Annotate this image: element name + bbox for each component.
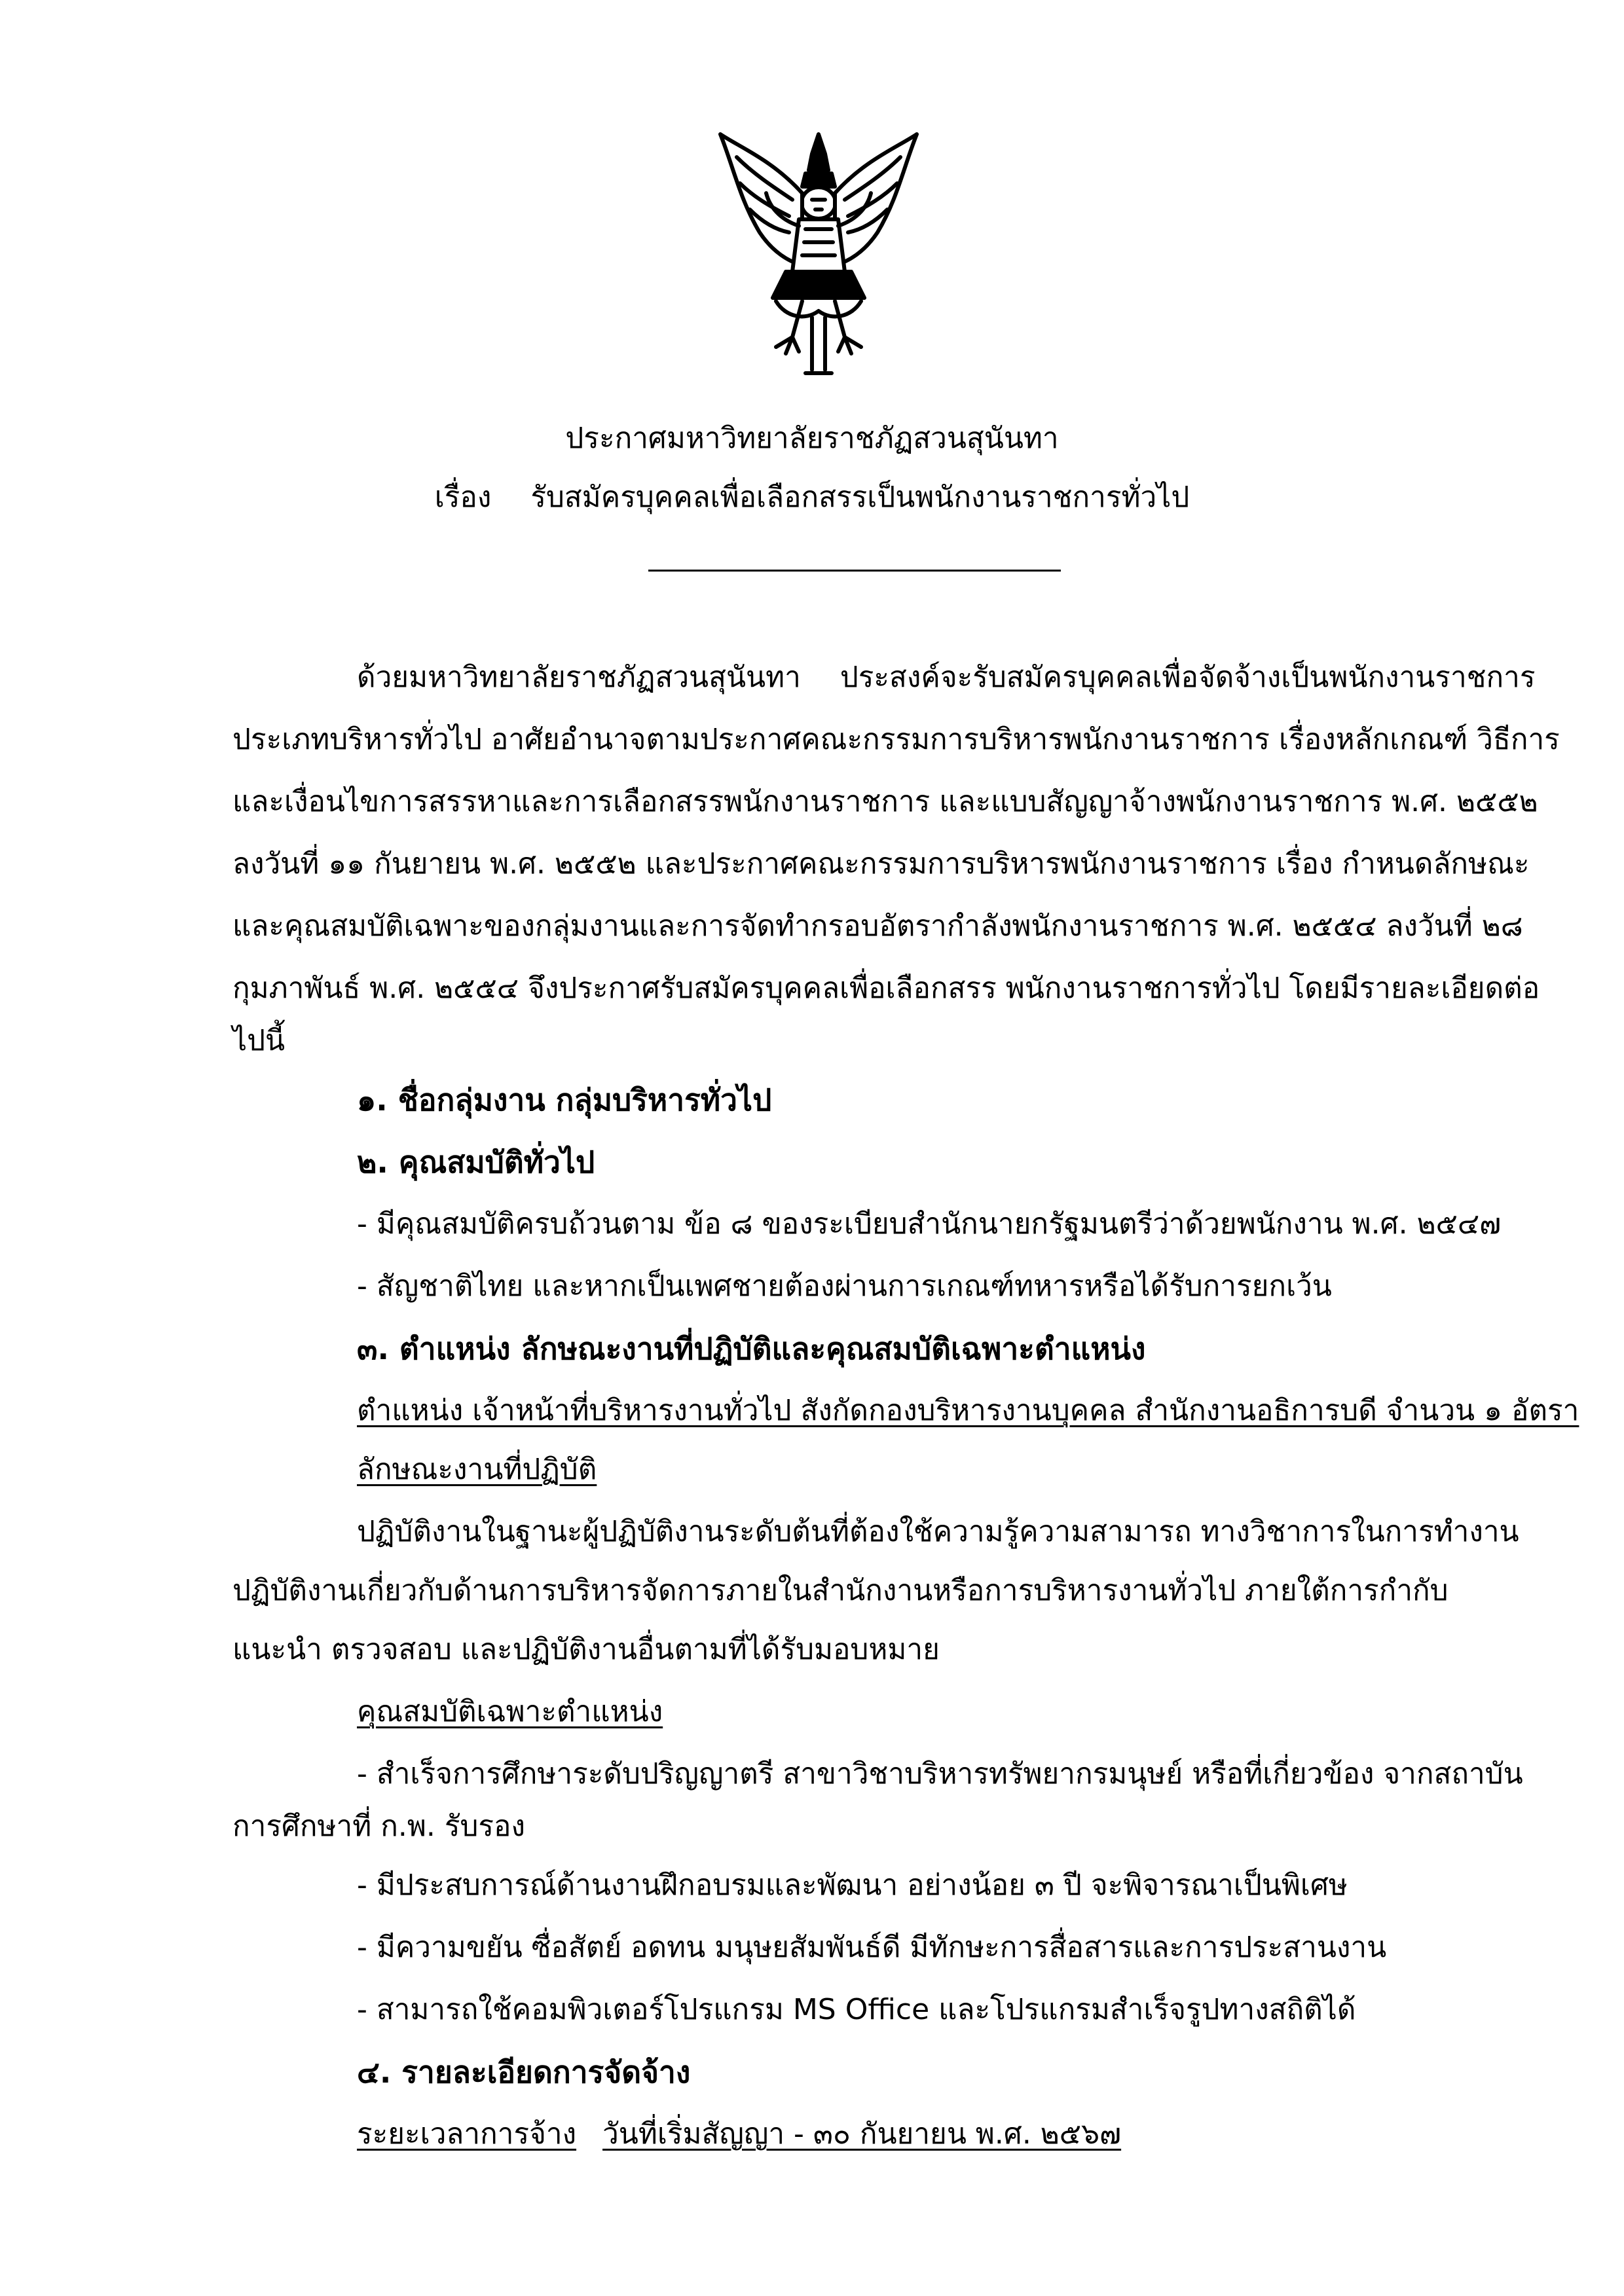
intro-line-5: และคุณสมบัติเฉพาะของกลุ่มงานและการจัดทำกรอบอัตรากำลังพนักงานราชการ พ.ศ. ๒๕๕๔ ลงวันที่ ๒๘ <box>232 909 1523 943</box>
specific-qualification-item-2: - มีประสบการณ์ด้านงานฝึกอบรมและพัฒนา อย่างน้อย ๓ ปี จะพิจารณาเป็นพิเศษ <box>357 1868 1348 1902</box>
announcement-title: ประกาศมหาวิทยาลัยราชภัฏสวนสุนันทา <box>565 422 1059 455</box>
intro-line-6: กุมภาพันธ์ พ.ศ. ๒๕๕๔ จึงประกาศรับสมัครบุคคลเพื่อเลือกสรร พนักงานราชการทั่วไป โดยมีรายละเอียดต่อ <box>232 972 1540 1005</box>
duties-line-2: ปฏิบัติงานเกี่ยวกับด้านการบริหารจัดการภายในสำนักงานหรือการบริหารงานทั่วไป ภายใต้การกำกับ <box>232 1574 1449 1607</box>
general-qualification-item: - มีคุณสมบัติครบถ้วนตาม ข้อ ๘ ของระเบียบสำนักนายกรัฐมนตรีว่าด้วยพนักงาน พ.ศ. ๒๕๔๗ <box>357 1207 1502 1241</box>
general-qualification-item: - สัญชาติไทย และหากเป็นเพศชายต้องผ่านการเกณฑ์ทหารหรือได้รับการยกเว้น <box>357 1269 1332 1303</box>
intro-line-3: และเงื่อนไขการสรรหาและการเลือกสรรพนักงานราชการ และแบบสัญญาจ้างพนักงานราชการ พ.ศ. ๒๕๕๒ <box>232 785 1538 818</box>
section-3-heading: ๓. ตำแหน่ง ลักษณะงานที่ปฏิบัติและคุณสมบัติเฉพาะตำแหน่ง <box>357 1331 1146 1366</box>
intro-line-1-a: ด้วยมหาวิทยาลัยราชภัฏสวนสุนันทา <box>357 661 801 694</box>
section-4-heading: ๔. รายละเอียดการจัดจ้าง <box>357 2054 691 2090</box>
section-1-heading: ๑. ชื่อกลุ่มงาน กลุ่มบริหารทั่วไป <box>357 1082 772 1118</box>
intro-line-1 <box>357 658 1536 697</box>
subject-text: รับสมัครบุคคลเพื่อเลือกสรรเป็นพนักงานราชการทั่วไป <box>530 481 1190 514</box>
duties-line-3: แนะนำ ตรวจสอบ และปฏิบัติงานอื่นตามที่ได้รับมอบหมาย <box>232 1633 940 1666</box>
specific-qualification-item-1: - สำเร็จการศึกษาระดับปริญญาตรี สาขาวิชาบริหารทรัพยากรมนุษย์ หรือที่เกี่ยวข้อง จากสถาบัน <box>357 1757 1523 1791</box>
intro-line-1-b: ประสงค์จะรับสมัครบุคคลเพื่อจัดจ้างเป็นพนักงานราชการ <box>840 661 1536 694</box>
title-divider <box>648 570 1061 572</box>
employment-period-value: วันที่เริ่มสัญญา - ๓๐ กันยายน พ.ศ. ๒๕๖๗ <box>602 2117 1122 2151</box>
specific-qualification-item-3: - มีความขยัน ซื่อสัตย์ อดทน มนุษยสัมพันธ์ดี มีทักษะการสื่อสารและการประสานงาน <box>357 1931 1387 1964</box>
specific-qualification-item-4: - สามารถใช้คอมพิวเตอร์โปรแกรม MS Office และโปรแกรมสำเร็จรูปทางสถิติได้ <box>357 1993 1356 2026</box>
position-line: ตำแหน่ง เจ้าหน้าที่บริหารงานทั่วไป สังกัดกองบริหารงานบุคคล สำนักงานอธิการบดี จำนวน ๑ อัตรา <box>357 1394 1579 1427</box>
announcement-subject <box>0 478 1624 517</box>
specific-qualification-label: คุณสมบัติเฉพาะตำแหน่ง <box>357 1695 663 1728</box>
duties-line-1: ปฏิบัติงานในฐานะผู้ปฏิบัติงานระดับต้นที่ต้องใช้ความรู้ความสามารถ ทางวิชาการในการทำงาน <box>357 1515 1519 1548</box>
section-2-heading: ๒. คุณสมบัติทั่วไป <box>357 1144 595 1180</box>
duties-label: ลักษณะงานที่ปฏิบัติ <box>357 1453 597 1486</box>
intro-line-2: ประเภทบริหารทั่วไป อาศัยอำนาจตามประกาศคณะกรรมการบริหารพนักงานราชการ เรื่องหลักเกณฑ์ วิธีการ <box>232 723 1560 756</box>
specific-qualification-item-1-cont: การศึกษาที่ ก.พ. รับรอง <box>232 1810 525 1843</box>
intro-line-4: ลงวันที่ ๑๑ กันยายน พ.ศ. ๒๕๕๒ และประกาศคณะกรรมการบริหารพนักงานราชการ เรื่อง กำหนดลักษณะ <box>232 847 1530 881</box>
employment-period <box>357 2115 1121 2154</box>
subject-label: เรื่อง <box>434 481 492 514</box>
garuda-emblem-icon <box>714 121 923 396</box>
employment-period-label: ระยะเวลาการจ้าง <box>357 2117 577 2151</box>
intro-line-7: ไปนี้ <box>232 1024 286 1057</box>
